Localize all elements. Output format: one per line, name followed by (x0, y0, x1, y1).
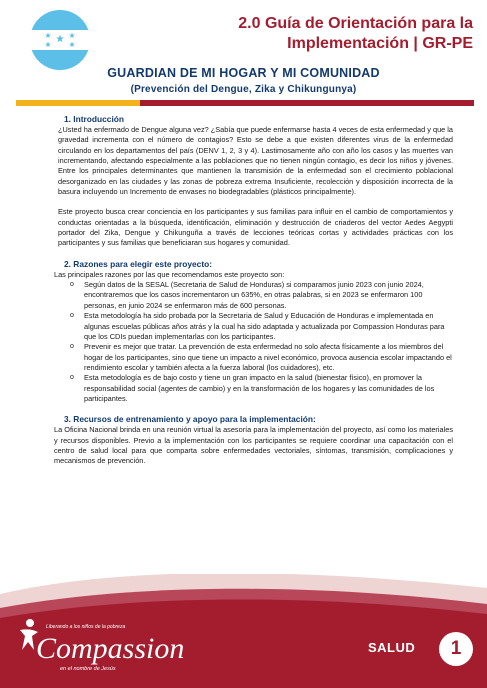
document-title (173, 14, 473, 54)
list-item (70, 373, 453, 404)
list-item (70, 280, 453, 311)
section-1-paragraph-1: ¿Usted ha enfermado de Dengue alguna vez? ¿Sabía que puede enfermarse hasta 4 veces de esta enfermedad y que la gravedad incrementa con el número de contagios? Esto se debe a que existen diferentes virus de la enfermedad circulando en los departamentos del país (DENV 1, 2, 3 y 4). Lastimosamente año con año los casos y las muertes van incrementando, afectando especialmente a las poblaciones que no tienen ningún contagio, es decir los niños y jóvenes. Entre los principales determinantes que mantienen la transmisión de la enfermedad son el crecimiento poblacional desorganizado en las ciudades y las zonas de pobreza extrema Insuficiente, recolección y disposición incorrecta de la basura incluyendo un Incremento de envases no biodegradables (plásticos principalmente). (58, 125, 453, 197)
section-1-paragraph-2: Este proyecto busca crear conciencia en los participantes y sus familias para influir en el cambio de comportamientos y conductas orientadas a la búsqueda, identificación, eliminación y destrucción de criaderos del vector Aedes Aegypti portador del Zika, Dengue y Chikunguña a través de lecciones teóricas cortas y actividades prácticas con los participantes y sus familias que beneficiaran sus hogares y comunidad. (58, 207, 453, 248)
document-title-line1: 2.0 Guía de Orientación para la (238, 15, 473, 32)
header-divider-red (140, 100, 474, 106)
bullet-icon: o (70, 343, 74, 351)
section-3-heading: 3. Recursos de entrenamiento y apoyo para la implementación: (64, 414, 316, 425)
reasons-list (58, 280, 453, 404)
list-item (70, 342, 453, 373)
section-2-heading: 2. Razones para elegir este proyecto: (64, 258, 213, 269)
bullet-icon: o (70, 312, 74, 320)
logo-wordmark: Compassion (36, 632, 185, 665)
logo-tagline: Liberando a los niños de la pobreza (46, 624, 126, 630)
spacer (58, 249, 453, 259)
list-item-text: Prevenir es mejor que tratar. La prevención de esta enfermedad no solo afecta físicamente a los miembros del hogar de los participantes, sino que tiene un impacto a nivel económico, provoca ausencia escolar impactando el rendimiento escolar y también afecta a la fuerza laboral (los cuidadores), etc. (84, 342, 452, 372)
page-number: 1 (439, 632, 473, 666)
header-divider-yellow (16, 100, 140, 106)
document-body (54, 114, 453, 467)
list-item (70, 311, 453, 342)
list-item-text: Esta metodología ha sido probada por la Secretaria de Salud y Educación de Honduras e implementada en algunas escuelas públicas años atrás y la cual ha sido adaptada y actualizada por Compassion Honduras para que los CDIs puedan implementarlas con los participantes. (84, 311, 445, 341)
spacer (58, 404, 453, 414)
section-label: SALUD (368, 640, 416, 655)
logo-subline: en el nombre de Jesús (60, 666, 116, 672)
project-title: GUARDIAN DE MI HOGAR Y MI COMUNIDAD (107, 66, 380, 80)
bullet-icon: o (70, 281, 74, 289)
section-1-heading: 1. Introducción (64, 114, 125, 124)
project-subtitle: (Prevención del Dengue, Zika y Chikungunya) (130, 84, 357, 95)
list-item-text: Esta metodología es de bajo costo y tiene un gran impacto en la salud (bienestar físico), en promover la responsabilidad social (agentes de cambio) y en la transformación de los hogares y las comunidades de los participantes. (84, 373, 435, 403)
document-title-line2: Implementación | GR-PE (287, 35, 473, 52)
spacer (58, 197, 453, 207)
section-3-paragraph: La Oficina Nacional brinda en una reunión virtual la asesoría para la implementación del proyecto, así como los materiales y recursos disponibles. Previo a la implementación con los participantes se requiere coordinar una capacitación con el centro de salud local para que comparta sobre enfermedades vectoriales, síntomas, transmisión, complicaciones y mecanismos de prevención. (54, 425, 453, 466)
bullet-icon: o (70, 374, 74, 382)
section-2-intro: Las principales razones por las que recomendamos este proyecto son: (54, 269, 285, 279)
list-item-text: Según datos de la SESAL (Secretaria de Salud de Honduras) si comparamos junio 2023 con junio 2024, encontraremos que los casos incrementaron un 635%, en otras palabras, si en 2023 se enfermaron 100 personas, en junio 2024 se enfermaron más de 600 personas. (84, 280, 424, 310)
honduras-flag-icon (30, 10, 90, 70)
compassion-logo (16, 616, 185, 682)
